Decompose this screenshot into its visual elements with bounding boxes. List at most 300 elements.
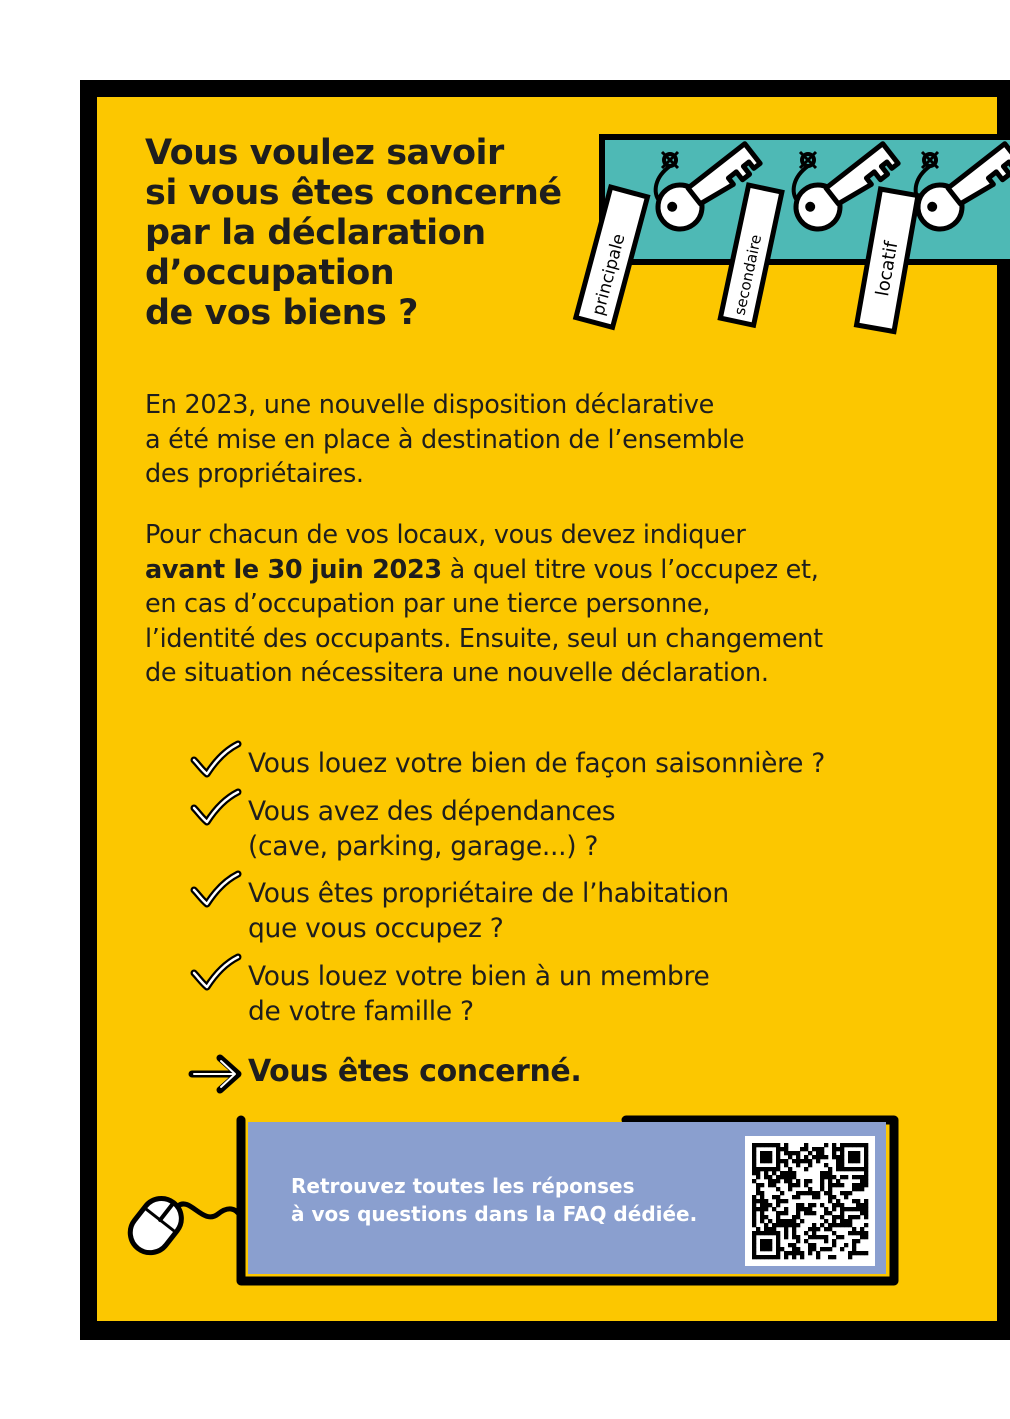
qr-module (860, 1183, 864, 1187)
qr-module (804, 1167, 808, 1171)
qr-module (784, 1179, 788, 1183)
faq-line: Retrouvez toutes les réponses (291, 1174, 635, 1198)
qr-module (824, 1235, 828, 1239)
qr-module (848, 1151, 852, 1155)
qr-module (796, 1163, 800, 1167)
qr-module (864, 1151, 868, 1155)
qr-module (752, 1163, 756, 1167)
qr-module (840, 1155, 844, 1159)
qr-module (796, 1191, 800, 1195)
qr-module (796, 1203, 800, 1207)
qr-module (824, 1191, 828, 1195)
qr-module (760, 1211, 764, 1215)
qr-module (760, 1199, 764, 1203)
qr-module (752, 1147, 756, 1151)
qr-module (764, 1151, 768, 1155)
qr-module (828, 1247, 832, 1251)
qr-module (764, 1227, 768, 1231)
qr-module (776, 1159, 780, 1163)
qr-module (860, 1235, 864, 1239)
qr-module (788, 1167, 792, 1171)
qr-module (808, 1163, 812, 1167)
checklist-line: Vous avez des dépendances (248, 796, 616, 827)
qr-module (852, 1175, 856, 1179)
qr-module (808, 1251, 812, 1255)
qr-module (840, 1183, 844, 1187)
faq-line: à vos questions dans la FAQ dédiée. (291, 1202, 698, 1226)
qr-module (816, 1235, 820, 1239)
checklist-item-text (248, 876, 729, 946)
qr-module (840, 1223, 844, 1227)
qr-module (840, 1247, 844, 1251)
qr-module (752, 1203, 756, 1207)
qr-module (772, 1143, 776, 1147)
qr-module (808, 1235, 812, 1239)
qr-module (832, 1203, 836, 1207)
instructions-line: en cas d’occupation par une tierce personne, (145, 589, 711, 619)
qr-module (784, 1235, 788, 1239)
instructions-text: à quel titre vous l’occupez et, (441, 554, 819, 585)
qr-module (832, 1207, 836, 1211)
qr-module (760, 1255, 764, 1259)
qr-module (772, 1167, 776, 1171)
qr-module (860, 1211, 864, 1215)
checklist-line: Vous louez votre bien à un membre (248, 961, 710, 992)
qr-module (852, 1227, 856, 1231)
qr-module (784, 1151, 788, 1155)
qr-code[interactable] (745, 1136, 875, 1266)
qr-module (856, 1187, 860, 1191)
qr-module (760, 1231, 764, 1235)
checklist-line: de votre famille ? (248, 996, 474, 1027)
qr-module (784, 1251, 788, 1255)
qr-module (828, 1179, 832, 1183)
qr-module (820, 1147, 824, 1151)
qr-module (820, 1155, 824, 1159)
qr-module (832, 1143, 836, 1147)
qr-module (764, 1199, 768, 1203)
qr-module (776, 1203, 780, 1207)
qr-module (836, 1235, 840, 1239)
qr-module (864, 1147, 868, 1151)
qr-module (840, 1207, 844, 1211)
qr-module (848, 1143, 852, 1147)
checklist-line: Vous êtes propriétaire de l’habitation (248, 878, 729, 909)
qr-module (752, 1219, 756, 1223)
qr-module (752, 1167, 756, 1171)
qr-module (772, 1179, 776, 1183)
key-tag-label: secondaire (730, 232, 766, 317)
qr-module (860, 1167, 864, 1171)
qr-module (764, 1231, 768, 1235)
title-line: de vos biens ? (145, 293, 418, 333)
qr-module (756, 1167, 760, 1171)
qr-module (816, 1227, 820, 1231)
qr-module (820, 1151, 824, 1155)
qr-module (820, 1171, 824, 1175)
qr-module (824, 1211, 828, 1215)
qr-module (804, 1147, 808, 1151)
qr-module (820, 1175, 824, 1179)
qr-module (752, 1199, 756, 1203)
qr-module (812, 1247, 816, 1251)
qr-module (864, 1143, 868, 1147)
qr-module (788, 1187, 792, 1191)
qr-module (840, 1211, 844, 1215)
qr-module (828, 1223, 832, 1227)
qr-module (772, 1255, 776, 1259)
qr-module (768, 1219, 772, 1223)
qr-module (780, 1223, 784, 1227)
checklist-line: (cave, parking, garage...) ? (248, 831, 599, 862)
qr-module (776, 1255, 780, 1259)
qr-module (756, 1171, 760, 1175)
qr-module (856, 1203, 860, 1207)
qr-module (864, 1211, 868, 1215)
qr-module (852, 1143, 856, 1147)
qr-module (784, 1211, 788, 1215)
qr-module (752, 1223, 756, 1227)
intro-paragraph (145, 388, 935, 492)
qr-module (852, 1251, 856, 1255)
instructions-line: Pour chacun de vos locaux, vous devez indiquer (145, 520, 746, 550)
qr-module (864, 1155, 868, 1159)
qr-module (856, 1159, 860, 1163)
qr-module (828, 1183, 832, 1187)
qr-module (752, 1247, 756, 1251)
qr-module (836, 1215, 840, 1219)
qr-module (848, 1251, 852, 1255)
qr-module (792, 1171, 796, 1175)
qr-module (856, 1251, 860, 1255)
qr-module (764, 1243, 768, 1247)
qr-module (820, 1187, 824, 1191)
qr-module (808, 1211, 812, 1215)
qr-module (780, 1175, 784, 1179)
qr-module (792, 1223, 796, 1227)
qr-module (752, 1231, 756, 1235)
qr-module (864, 1215, 868, 1219)
qr-module (784, 1227, 788, 1231)
qr-module (792, 1227, 796, 1231)
qr-module (780, 1211, 784, 1215)
qr-module (864, 1223, 868, 1227)
qr-module (796, 1151, 800, 1155)
qr-module (788, 1151, 792, 1155)
qr-module (812, 1235, 816, 1239)
qr-module (824, 1227, 828, 1231)
qr-module (764, 1223, 768, 1227)
qr-module (792, 1231, 796, 1235)
qr-module (764, 1207, 768, 1211)
qr-module (776, 1151, 780, 1155)
qr-module (780, 1159, 784, 1163)
qr-module (796, 1183, 800, 1187)
qr-module (800, 1191, 804, 1195)
qr-module (792, 1251, 796, 1255)
qr-code-graphic (745, 1136, 875, 1266)
qr-module (824, 1239, 828, 1243)
qr-module (796, 1155, 800, 1159)
qr-module (804, 1239, 808, 1243)
qr-module (768, 1167, 772, 1171)
qr-module (812, 1243, 816, 1247)
qr-module (768, 1175, 772, 1179)
qr-module (848, 1207, 852, 1211)
qr-module (792, 1243, 796, 1247)
qr-module (760, 1219, 764, 1223)
qr-module (844, 1143, 848, 1147)
qr-module (752, 1243, 756, 1247)
qr-module (864, 1251, 868, 1255)
checklist-item-text (248, 794, 615, 864)
qr-module (852, 1199, 856, 1203)
qr-module (840, 1163, 844, 1167)
qr-module (820, 1235, 824, 1239)
qr-module (856, 1183, 860, 1187)
qr-module (864, 1163, 868, 1167)
qr-module (768, 1155, 772, 1159)
qr-module (812, 1147, 816, 1151)
qr-module (792, 1247, 796, 1251)
qr-module (832, 1155, 836, 1159)
qr-module (772, 1195, 776, 1199)
qr-module (856, 1207, 860, 1211)
qr-module (836, 1203, 840, 1207)
qr-module (840, 1147, 844, 1151)
qr-module (852, 1167, 856, 1171)
qr-module (752, 1171, 756, 1175)
qr-module (788, 1219, 792, 1223)
qr-module (816, 1191, 820, 1195)
qr-module (832, 1151, 836, 1155)
qr-module (836, 1163, 840, 1167)
qr-module (776, 1187, 780, 1191)
qr-module (788, 1183, 792, 1187)
key-rack-illustration (588, 130, 1000, 350)
qr-module (776, 1167, 780, 1171)
qr-module (828, 1195, 832, 1199)
intro-line: des propriétaires. (145, 459, 364, 489)
qr-module (808, 1203, 812, 1207)
qr-module (800, 1147, 804, 1151)
qr-module (760, 1243, 764, 1247)
qr-module (856, 1151, 860, 1155)
checklist-item-text (248, 959, 710, 1029)
qr-module (776, 1143, 780, 1147)
qr-module (764, 1239, 768, 1243)
faq-text (291, 1172, 731, 1228)
qr-module (836, 1147, 840, 1151)
qr-module (780, 1247, 784, 1251)
qr-module (764, 1247, 768, 1251)
qr-module (824, 1171, 828, 1175)
qr-module (776, 1219, 780, 1223)
qr-module (816, 1159, 820, 1163)
qr-module (796, 1159, 800, 1163)
qr-module (760, 1191, 764, 1195)
qr-module (776, 1175, 780, 1179)
qr-module (832, 1239, 836, 1243)
qr-module (832, 1231, 836, 1235)
qr-module (780, 1191, 784, 1195)
qr-module (788, 1179, 792, 1183)
qr-module (832, 1147, 836, 1151)
instructions-paragraph (145, 518, 935, 691)
intro-line: a été mise en place à destination de l’ensemble (145, 424, 745, 455)
qr-module (760, 1167, 764, 1171)
qr-module (808, 1151, 812, 1155)
qr-module (808, 1187, 812, 1191)
qr-module (836, 1183, 840, 1187)
qr-module (752, 1255, 756, 1259)
qr-module (768, 1151, 772, 1155)
check-icon (190, 740, 242, 780)
qr-module (840, 1151, 844, 1155)
qr-module (760, 1195, 764, 1199)
qr-module (768, 1159, 772, 1163)
qr-module (760, 1207, 764, 1211)
qr-module (848, 1155, 852, 1159)
qr-module (764, 1171, 768, 1175)
qr-module (756, 1227, 760, 1231)
qr-module (844, 1219, 848, 1223)
qr-module (784, 1231, 788, 1235)
qr-module (804, 1159, 808, 1163)
qr-module (760, 1215, 764, 1219)
qr-module (852, 1155, 856, 1159)
qr-module (864, 1171, 868, 1175)
qr-module (764, 1155, 768, 1159)
qr-module (848, 1219, 852, 1223)
qr-module (784, 1255, 788, 1259)
qr-module (772, 1183, 776, 1187)
qr-module (780, 1219, 784, 1223)
qr-module (752, 1195, 756, 1199)
qr-module (796, 1235, 800, 1239)
instructions-line (145, 553, 935, 588)
qr-module (836, 1159, 840, 1163)
qr-module (844, 1167, 848, 1171)
qr-module (784, 1159, 788, 1163)
qr-module (784, 1199, 788, 1203)
qr-module (844, 1223, 848, 1227)
key-tag-label: locatif (872, 239, 903, 298)
qr-module (756, 1255, 760, 1259)
qr-module (772, 1231, 776, 1235)
qr-module (760, 1151, 764, 1155)
qr-module (752, 1143, 756, 1147)
qr-module (808, 1179, 812, 1183)
qr-module (756, 1183, 760, 1187)
qr-module (752, 1155, 756, 1159)
qr-module (856, 1175, 860, 1179)
qr-module (788, 1251, 792, 1255)
qr-module (828, 1211, 832, 1215)
qr-module (776, 1231, 780, 1235)
qr-module (796, 1223, 800, 1227)
qr-module (824, 1155, 828, 1159)
qr-module (800, 1255, 804, 1259)
qr-module (832, 1183, 836, 1187)
qr-module (860, 1203, 864, 1207)
qr-module (776, 1163, 780, 1167)
qr-module (756, 1175, 760, 1179)
qr-module (848, 1255, 852, 1259)
qr-module (760, 1183, 764, 1187)
qr-module (760, 1143, 764, 1147)
page-title (145, 133, 585, 333)
qr-module (756, 1191, 760, 1195)
qr-module (752, 1239, 756, 1243)
qr-module (776, 1243, 780, 1247)
qr-module (816, 1155, 820, 1159)
qr-module (832, 1255, 836, 1259)
qr-module (816, 1151, 820, 1155)
qr-module (784, 1219, 788, 1223)
qr-module (796, 1215, 800, 1219)
checklist-line: que vous occupez ? (248, 913, 504, 944)
qr-module (828, 1187, 832, 1191)
qr-module (752, 1215, 756, 1219)
qr-module (764, 1167, 768, 1171)
qr-module (856, 1155, 860, 1159)
qr-module (792, 1215, 796, 1219)
qr-module (804, 1191, 808, 1195)
qr-module (848, 1231, 852, 1235)
qr-module (860, 1175, 864, 1179)
qr-module (752, 1179, 756, 1183)
qr-module (860, 1143, 864, 1147)
qr-module (776, 1235, 780, 1239)
qr-module (816, 1147, 820, 1151)
qr-module (812, 1203, 816, 1207)
qr-module (828, 1167, 832, 1171)
qr-module (764, 1203, 768, 1207)
qr-module (816, 1195, 820, 1199)
qr-module (800, 1203, 804, 1207)
qr-module (832, 1223, 836, 1227)
qr-module (764, 1215, 768, 1219)
qr-module (820, 1215, 824, 1219)
qr-module (864, 1159, 868, 1163)
qr-module (768, 1183, 772, 1187)
qr-module (852, 1159, 856, 1163)
qr-module (784, 1175, 788, 1179)
qr-module (796, 1195, 800, 1199)
arrow-right-icon (190, 1054, 242, 1094)
title-line: d’occupation (145, 253, 395, 293)
qr-module (824, 1207, 828, 1211)
qr-module (776, 1247, 780, 1251)
qr-module (752, 1207, 756, 1211)
qr-module (788, 1223, 792, 1227)
qr-module (800, 1207, 804, 1211)
qr-module (828, 1199, 832, 1203)
qr-module (832, 1195, 836, 1199)
qr-module (804, 1155, 808, 1159)
qr-module (864, 1183, 868, 1187)
qr-module (752, 1211, 756, 1215)
qr-module (816, 1251, 820, 1255)
qr-module (860, 1251, 864, 1255)
qr-module (840, 1167, 844, 1171)
qr-module (776, 1155, 780, 1159)
qr-module (768, 1255, 772, 1259)
title-line: par la déclaration (145, 213, 486, 253)
qr-module (828, 1191, 832, 1195)
title-line: Vous voulez savoir (145, 133, 504, 173)
